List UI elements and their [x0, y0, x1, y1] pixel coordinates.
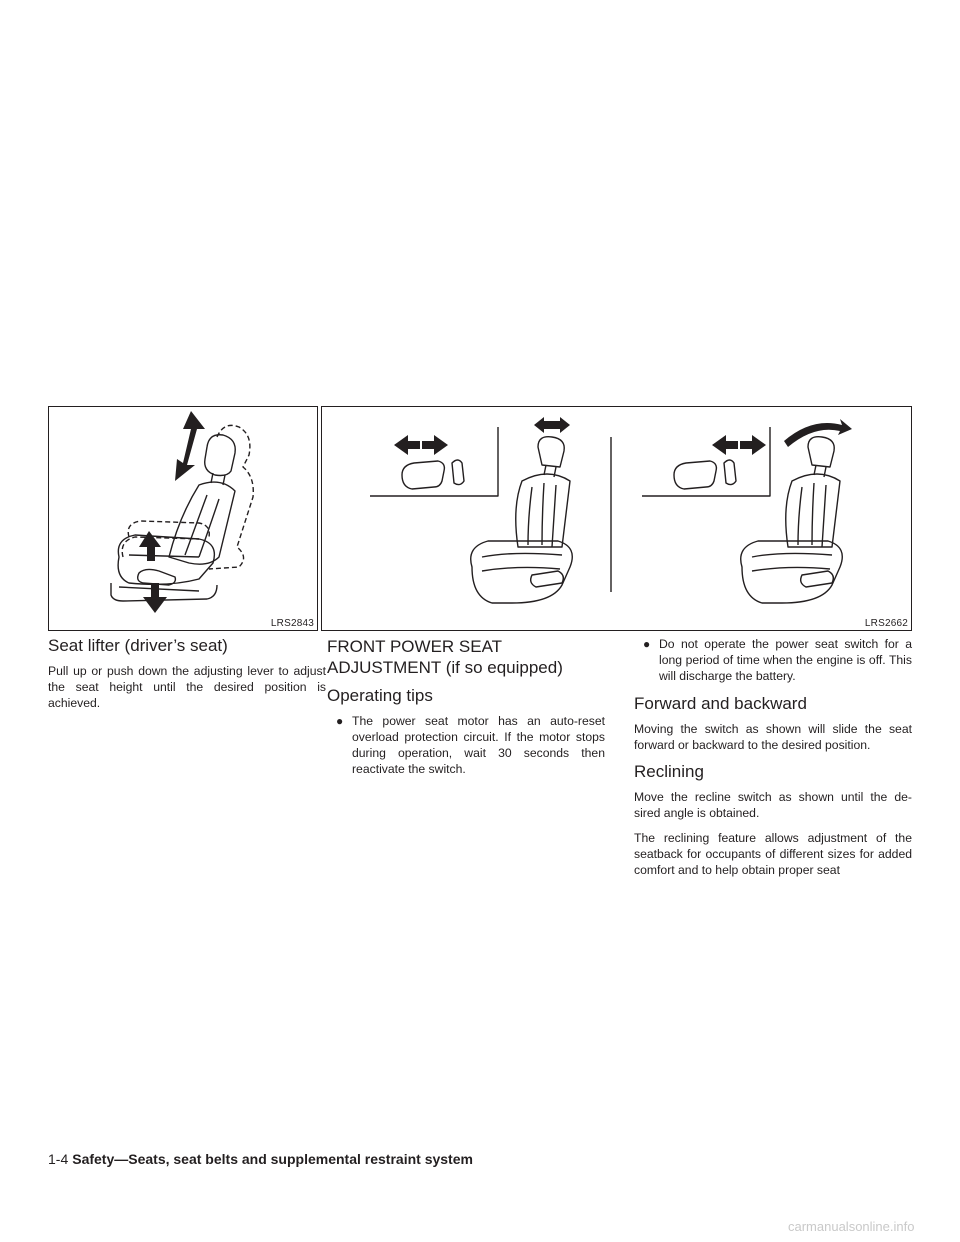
figure-code-left: LRS2843 — [270, 618, 314, 629]
reclining-feature-paragraph: The reclining feature allows adjustment of the seatback for occupants of different sizes for added comfort and to help obtain proper seat — [634, 831, 912, 877]
power-seat-heading: FRONT POWER SEAT ADJUSTMENT (if so equipped) — [327, 637, 563, 677]
operating-tips-list — [327, 713, 605, 777]
column-1 — [48, 636, 326, 720]
seat-lifter-heading: Seat lifter (driver’s seat) — [48, 636, 228, 655]
figure-code-right: LRS2662 — [864, 618, 908, 629]
bullet-icon: ● — [643, 637, 651, 651]
left-right-arrow-icon — [394, 417, 852, 455]
page-footer — [48, 1151, 473, 1167]
reclining-paragraph: Move the recline switch as shown until the de- sired angle is obtained. — [634, 790, 912, 820]
list-item: ● Do not operate the power seat switch for a long period of time when the engine is off. This will discharge the battery. — [643, 637, 912, 683]
seat-lifter-paragraph: Pull up or push down the adjusting lever to adjust the seat height until the desired position is achieved. — [48, 664, 326, 710]
operating-tips-heading: Operating tips — [327, 686, 433, 705]
seat-lifter-illustration — [49, 407, 317, 630]
bullet-icon: ● — [336, 714, 344, 728]
watermark: carmanualsonline.info — [788, 1219, 915, 1234]
forward-backward-paragraph: Moving the switch as shown will slide the seat forward or backward to the desired position. — [634, 722, 912, 752]
list-item: ● The power seat motor has an auto-reset overload protection circuit. If the motor stops during operation, wait 30 seconds then reactivate the switch. — [336, 714, 605, 776]
reclining-heading: Reclining — [634, 762, 704, 781]
up-down-arrow-icon — [139, 411, 205, 613]
figure-power-seat — [321, 406, 912, 631]
section-title: Safety—Seats, seat belts and supplemental restraint system — [72, 1151, 473, 1167]
figure-seat-lifter — [48, 406, 318, 631]
power-seat-illustration — [322, 407, 911, 630]
page-number: 1-4 — [48, 1151, 69, 1167]
column-2 — [327, 636, 605, 787]
forward-backward-heading: Forward and backward — [634, 694, 807, 713]
column-3 — [634, 636, 912, 887]
operating-tips-list-continued — [634, 636, 912, 684]
